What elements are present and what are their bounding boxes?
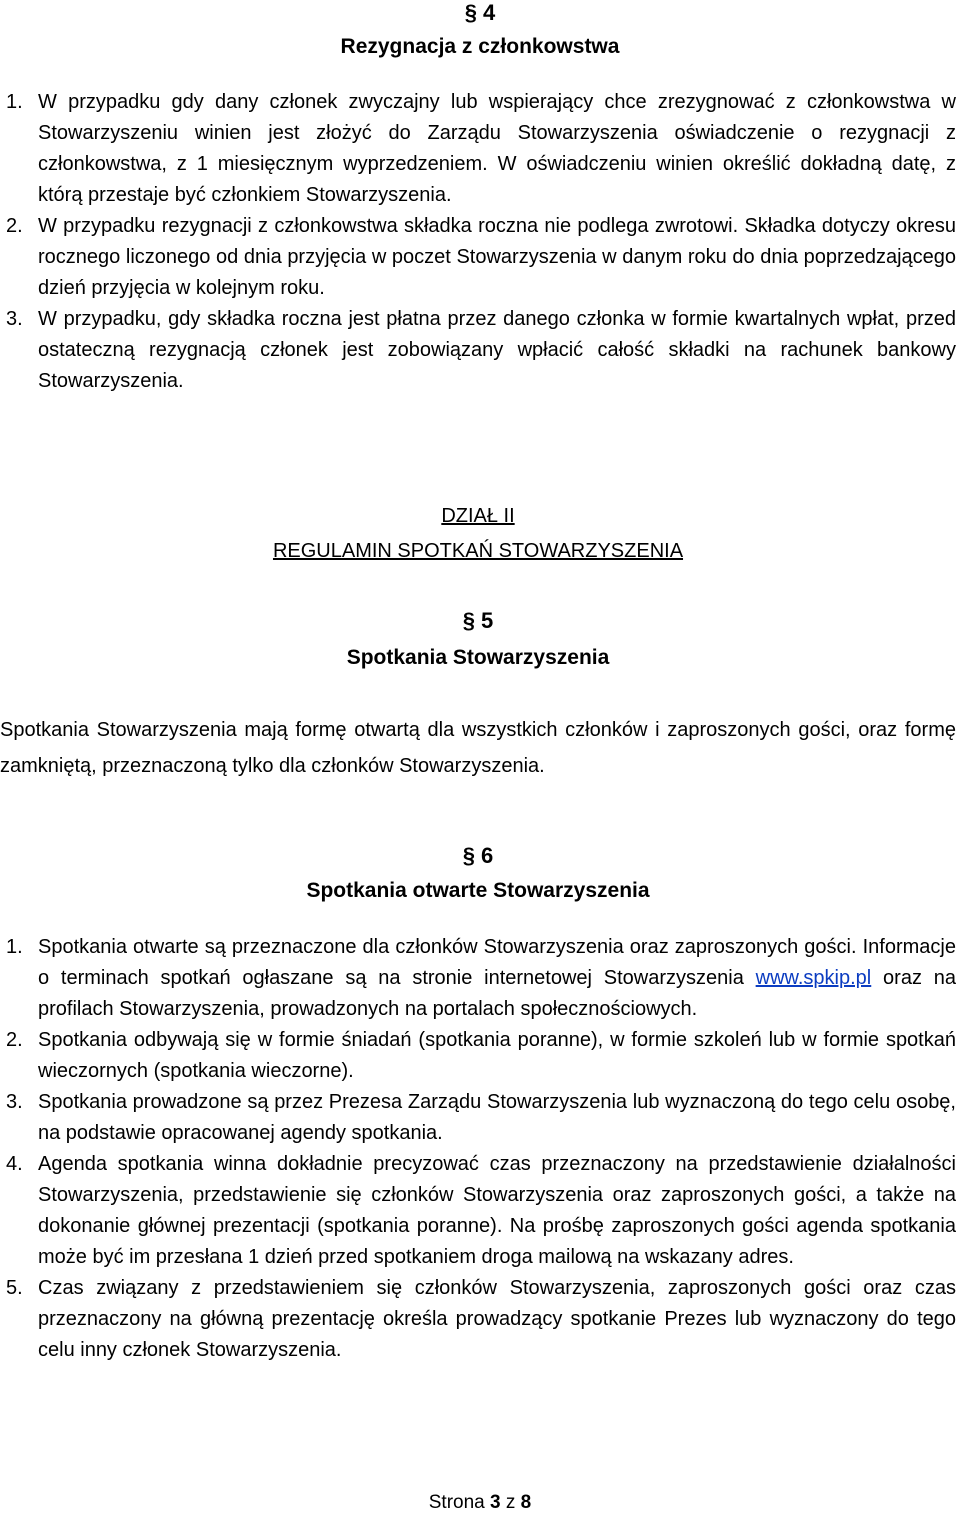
section-6-title: Spotkania otwarte Stowarzyszenia (306, 879, 650, 902)
list-item-text-part: Spotkania otwarte są przeznaczone dla członków Stowarzyszenia oraz zaproszonych gości. Informacje o terminach spotkań ogłaszane są na stronie internetowej Stowarzyszenia (38, 936, 956, 989)
section-5-text: Spotkania Stowarzyszenia mają formę otwartą dla wszystkich członków i zaproszonych gości, oraz formę zamkniętą, przeznaczoną tylko dla członków Stowarzyszenia. (0, 719, 956, 777)
section-4-title: Rezygnacja z członkowstwa (340, 35, 620, 58)
dzial-subheading: REGULAMIN SPOTKAŃ STOWARZYSZENIA (272, 540, 684, 562)
list-item-number: 2. (6, 1029, 23, 1051)
list-item-number: 3. (6, 308, 23, 330)
list-item-text-part: oraz na profilach Stowarzyszenia, prowadzonych na portalach społecznościowych. (38, 967, 956, 1020)
list-item-text: W przypadku, gdy składka roczna jest płatna przez danego członka w formie kwartalnych wpłat, przed ostateczną rezygnacją członek jest zobowiązany wpłacić całość składki na rachunek bankowy Stowarzyszenia. (38, 308, 956, 392)
section-5-sign: § 5 (462, 608, 494, 633)
section-6-sign: § 6 (462, 843, 494, 868)
list-item-number: 4. (6, 1153, 23, 1175)
list-item (6, 1025, 956, 1087)
list-item (6, 932, 956, 1025)
section-6-list (6, 932, 956, 1366)
list-item-number: 5. (6, 1277, 23, 1299)
list-item-number: 1. (6, 91, 23, 113)
section-4-sign: § 4 (464, 0, 496, 25)
section-5-title: Spotkania Stowarzyszenia (346, 646, 610, 669)
footer-total-pages: 8 (520, 1492, 532, 1513)
section-4-list (6, 87, 956, 397)
list-item-text: Spotkania prowadzone są przez Prezesa Zarządu Stowarzyszenia lub wyznaczoną do tego celu osobę, na podstawie opracowanej agendy spotkania. (38, 1091, 956, 1144)
list-item (6, 304, 956, 397)
list-item-text: Czas związany z przedstawieniem się członków Stowarzyszenia, zaproszonych gości oraz czas przeznaczony na główną prezentację określa prowadzący spotkanie Prezes lub wyznaczony do tego celu inny członek Stowarzyszenia. (38, 1277, 956, 1361)
list-item-text: W przypadku gdy dany członek zwyczajny lub wspierający chce zrezygnować z członkowstwa w Stowarzyszeniu winien jest złożyć do Zarządu Stowarzyszenia oświadczenie o rezygnacji z członkowstwa, z 1 miesięcznym wyprzedzeniem. W oświadczeniu winien określić dokładną datę, z którą przestaje być członkiem Stowarzyszenia. (38, 91, 956, 206)
list-item (6, 1087, 956, 1149)
footer-current-page: 3 (490, 1492, 501, 1513)
list-item (6, 87, 956, 211)
website-link[interactable]: www.spkip.pl (755, 967, 872, 989)
footer-separator: z (500, 1492, 521, 1513)
list-item-text (38, 932, 956, 1025)
list-item-number: 1. (6, 936, 23, 958)
list-item (6, 211, 956, 304)
page-footer (0, 1492, 960, 1514)
list-item-text: Spotkania odbywają się w formie śniadań (spotkania poranne), w formie szkoleń lub w formie spotkań wieczornych (spotkania wieczorne). (38, 1029, 956, 1082)
list-item (6, 1273, 956, 1366)
list-item-text: Agenda spotkania winna dokładnie precyzować czas przeznaczony na przedstawienie działalności Stowarzyszenia, przedstawienie się członków Stowarzyszenia oraz zaproszonych gości, a także na dokonanie głównej prezentacji (spotkania poranne). Na prośbę zaproszonych gości agenda spotkania może być im przesłana 1 dzień przed spotkaniem droga mailową na wskazany adres. (38, 1153, 956, 1268)
list-item-number: 3. (6, 1091, 23, 1113)
list-item (6, 1149, 956, 1273)
dzial-heading: DZIAŁ II (441, 505, 515, 527)
footer-prefix: Strona (428, 1492, 491, 1513)
list-item-text: W przypadku rezygnacji z członkowstwa składka roczna nie podlega zwrotowi. Składka dotyczy okresu rocznego liczonego od dnia przyjęcia w poczet Stowarzyszenia w danym roku do dnia poprzedzającego dzień przyjęcia w kolejnym roku. (38, 215, 956, 299)
list-item-number: 2. (6, 215, 23, 237)
